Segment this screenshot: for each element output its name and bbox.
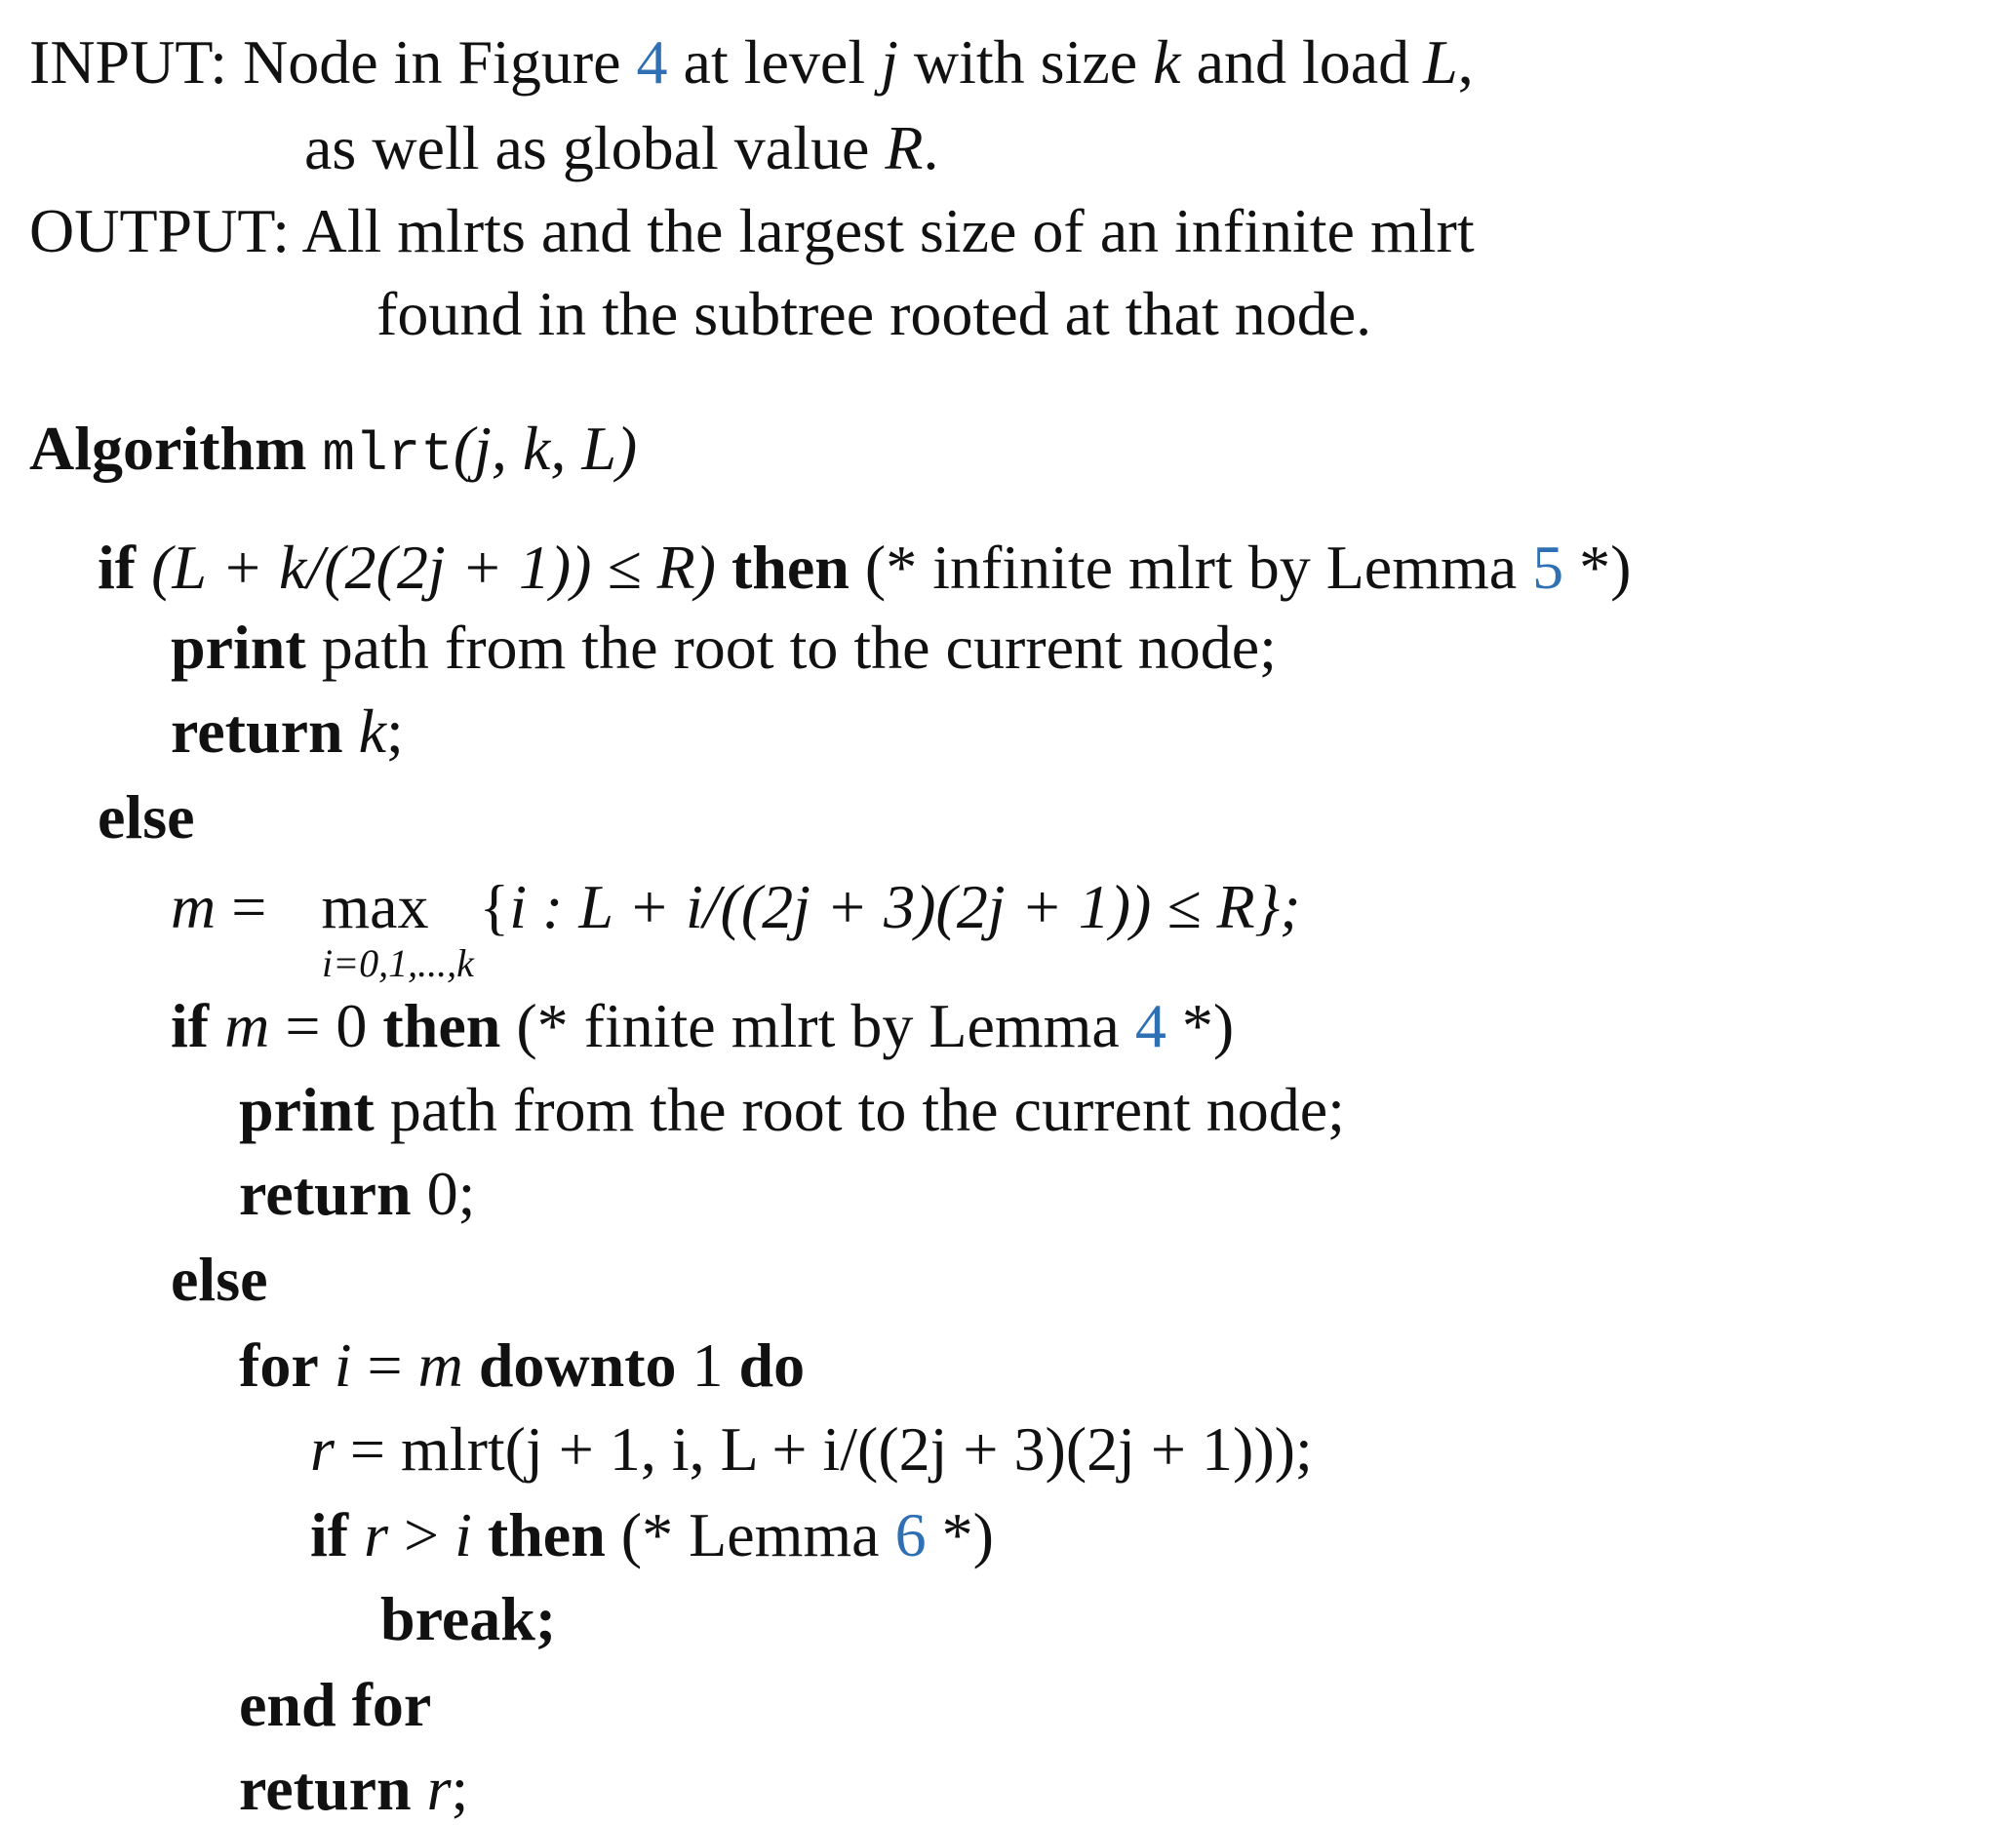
max-subscript: i=0,1,...,k xyxy=(322,941,474,985)
semicolon: ; xyxy=(451,1754,469,1823)
input-label: INPUT: xyxy=(29,27,228,97)
input-text: . xyxy=(923,113,939,182)
var-i: i xyxy=(334,1330,352,1400)
var-k: k xyxy=(1153,27,1181,97)
var-r: r xyxy=(426,1754,452,1823)
comment: (* infinite mlrt by Lemma xyxy=(864,533,1518,602)
code-line-break xyxy=(380,1584,557,1653)
keyword-if: if xyxy=(98,533,137,602)
code-line-recursive-call xyxy=(310,1414,1313,1484)
output-label: OUTPUT: xyxy=(29,196,291,265)
code-line-else xyxy=(98,782,195,852)
keyword-else: else xyxy=(98,782,195,852)
statement-text: = mlrt(j + 1, i, L + i/((2j + 3)(2j + 1))); xyxy=(349,1414,1313,1484)
set-expression: : L + i/((2j + 3)(2j + 1)) ≤ R}; xyxy=(542,872,1301,941)
equals: = xyxy=(231,872,267,941)
keyword-for: for xyxy=(239,1330,319,1400)
var-r: r xyxy=(310,1414,335,1484)
algorithm-header xyxy=(29,414,638,486)
comment: *) xyxy=(941,1500,994,1569)
var-L: L xyxy=(1423,27,1458,97)
keyword-do: do xyxy=(738,1330,806,1400)
comment: *) xyxy=(1181,991,1235,1060)
keyword-then: then xyxy=(487,1500,606,1569)
var-j: j xyxy=(881,27,898,97)
number-one: 1 xyxy=(692,1330,724,1400)
keyword-print: print xyxy=(239,1075,375,1144)
output-text: found in the subtree rooted at that node. xyxy=(376,279,1372,348)
input-text: and load xyxy=(1196,27,1410,97)
keyword-if: if xyxy=(171,991,210,1060)
code-line-return-r xyxy=(239,1754,469,1823)
greater-than: > xyxy=(404,1500,440,1569)
input-text: with size xyxy=(913,27,1138,97)
statement-text: path from the root to the current node; xyxy=(389,1075,1345,1144)
input-text: as well as global value xyxy=(304,113,870,182)
var-k: k xyxy=(358,696,386,766)
keyword-return: return xyxy=(239,1754,412,1823)
output-continuation xyxy=(376,279,1372,348)
keyword-downto: downto xyxy=(478,1330,677,1400)
keyword-print: print xyxy=(171,613,306,682)
code-line-return-0 xyxy=(239,1159,476,1228)
keyword-return: return xyxy=(239,1159,412,1228)
code-line-print xyxy=(171,613,1277,682)
input-text: Node in Figure xyxy=(243,27,621,97)
input-line xyxy=(29,27,1474,97)
var-m: m xyxy=(417,1330,463,1400)
condition: = 0 xyxy=(285,991,368,1060)
output-text: All mlrts and the largest size of an infinite mlrt xyxy=(301,196,1475,265)
keyword-then: then xyxy=(382,991,501,1060)
input-text: , xyxy=(1457,27,1474,97)
code-line-m-assign xyxy=(171,872,1301,941)
semicolon: ; xyxy=(385,696,404,766)
condition: (L + k/(2(2j + 1)) ≤ R) xyxy=(151,533,716,602)
comment: (* Lemma xyxy=(620,1500,880,1569)
code-line-for xyxy=(239,1330,806,1400)
var-r: r xyxy=(364,1500,388,1569)
code-line-if-break xyxy=(310,1500,994,1569)
output-line xyxy=(29,196,1475,265)
lemma-reference[interactable]: 6 xyxy=(894,1500,927,1569)
code-line-if-finite xyxy=(171,991,1235,1060)
algorithm-name: mlrt xyxy=(322,423,454,486)
code-line-return-k xyxy=(171,696,404,766)
code-line-else xyxy=(171,1245,268,1314)
code-line-if-infinite xyxy=(98,533,1632,602)
keyword-break: break; xyxy=(380,1584,557,1653)
code-line-end-for xyxy=(239,1670,432,1739)
keyword-then: then xyxy=(731,533,850,602)
comment: *) xyxy=(1579,533,1632,602)
max-operator: max xyxy=(321,872,429,941)
return-value: 0; xyxy=(426,1159,476,1228)
algorithm-params: (j, k, L) xyxy=(453,414,638,483)
var-i: i xyxy=(509,872,527,941)
keyword-return: return xyxy=(171,696,343,766)
statement-text: path from the root to the current node; xyxy=(321,613,1277,682)
comment: (* finite mlrt by Lemma xyxy=(516,991,1120,1060)
lemma-reference[interactable]: 4 xyxy=(1134,991,1166,1060)
lemma-reference[interactable]: 5 xyxy=(1532,533,1564,602)
input-continuation xyxy=(304,113,939,182)
set-brace: { xyxy=(479,872,510,941)
keyword-else: else xyxy=(171,1245,268,1314)
figure-reference[interactable]: 4 xyxy=(636,27,668,97)
keyword-end-for: end for xyxy=(239,1670,432,1739)
var-m: m xyxy=(224,991,270,1060)
var-m: m xyxy=(171,872,217,941)
equals: = xyxy=(367,1330,403,1400)
algorithm-keyword: Algorithm xyxy=(29,414,307,483)
code-line-print xyxy=(239,1075,1345,1144)
keyword-if: if xyxy=(310,1500,349,1569)
var-i: i xyxy=(455,1500,472,1569)
var-R: R xyxy=(885,113,924,182)
input-text: at level xyxy=(683,27,866,97)
